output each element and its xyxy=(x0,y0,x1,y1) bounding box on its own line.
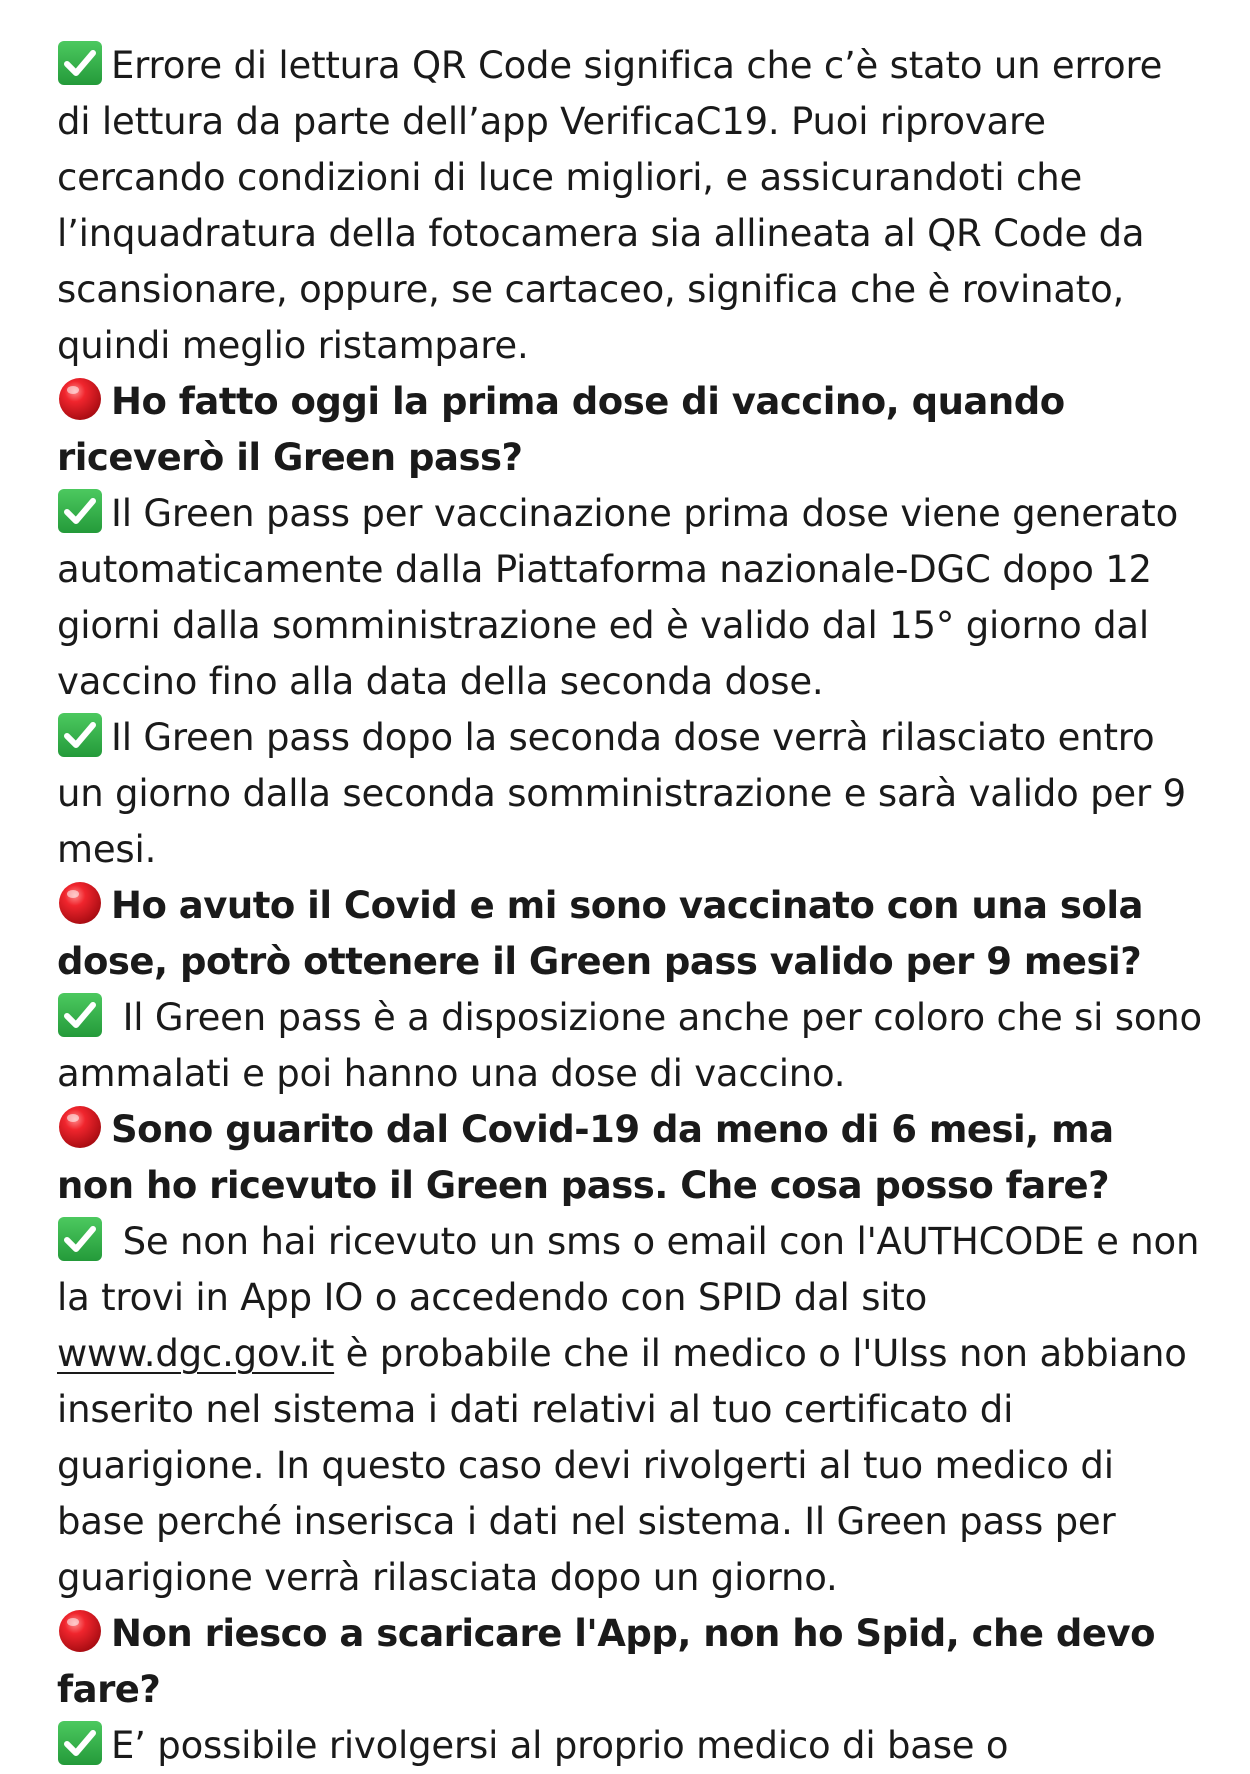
question-covid-single-dose xyxy=(57,878,1202,990)
red-circle-icon xyxy=(57,1608,103,1654)
answer-second-dose xyxy=(57,710,1202,878)
red-circle-icon xyxy=(57,1104,103,1150)
answer-text-after-link: è probabile che il medico o l'Ulss non abbiano inserito nel sistema i dati relativi al tuo certificato di guarigione. In questo caso devi rivolgerti al tuo medico di base perché inserisca i dati nel sistema. Il Green pass per guarigione verrà rilasciata dopo un giorno. xyxy=(57,1332,1187,1599)
white-check-mark-icon xyxy=(57,1720,103,1766)
faq-content xyxy=(57,38,1202,1774)
answer-text: E’ possibile rivolgersi al proprio medico di base o xyxy=(111,1724,1009,1767)
red-circle-icon xyxy=(57,880,103,926)
answer-covid-single-dose xyxy=(57,990,1202,1102)
question-no-app-no-spid xyxy=(57,1606,1202,1718)
question-recovered xyxy=(57,1102,1202,1214)
question-first-dose xyxy=(57,374,1202,486)
question-text: Ho fatto oggi la prima dose di vaccino, quando riceverò il Green pass? xyxy=(57,380,1065,479)
question-text: Ho avuto il Covid e mi sono vaccinato con una sola dose, potrò ottenere il Green pass valido per 9 mesi? xyxy=(57,884,1143,983)
question-text: Sono guarito dal Covid-19 da meno di 6 mesi, ma non ho ricevuto il Green pass. Che cosa posso fare? xyxy=(57,1108,1114,1207)
white-check-mark-icon xyxy=(57,992,103,1038)
dgc-website-link[interactable]: www.dgc.gov.it xyxy=(57,1332,335,1375)
white-check-mark-icon xyxy=(57,40,103,86)
red-circle-icon xyxy=(57,376,103,422)
answer-qr-code-error xyxy=(57,38,1202,374)
answer-no-app-no-spid xyxy=(57,1718,1202,1774)
question-text: Non riesco a scaricare l'App, non ho Spid, che devo fare? xyxy=(57,1612,1155,1711)
answer-recovered xyxy=(57,1214,1202,1606)
white-check-mark-icon xyxy=(57,488,103,534)
answer-first-dose xyxy=(57,486,1202,710)
answer-text: Il Green pass dopo la seconda dose verrà rilasciato entro un giorno dalla seconda somministrazione e sarà valido per 9 mesi. xyxy=(57,716,1186,871)
answer-text: Il Green pass è a disposizione anche per coloro che si sono ammalati e poi hanno una dose di vaccino. xyxy=(57,996,1202,1095)
white-check-mark-icon xyxy=(57,1216,103,1262)
answer-text: Il Green pass per vaccinazione prima dose viene generato automaticamente dalla Piattaforma nazionale-DGC dopo 12 giorni dalla somministrazione ed è valido dal 15° giorno dal vaccino fino alla data della seconda dose. xyxy=(57,492,1179,703)
answer-text-before-link: Se non hai ricevuto un sms o email con l'AUTHCODE e non la trovi in App IO o accedendo con SPID dal sito xyxy=(57,1220,1200,1319)
white-check-mark-icon xyxy=(57,712,103,758)
answer-text: Errore di lettura QR Code significa che c’è stato un errore di lettura da parte dell’app VerificaC19. Puoi riprovare cercando condizioni di luce migliori, e assicurandoti che l’inquadratura della fotocamera sia allineata al QR Code da scansionare, oppure, se cartaceo, significa che è rovinato, quindi meglio ristampare. xyxy=(57,44,1163,367)
